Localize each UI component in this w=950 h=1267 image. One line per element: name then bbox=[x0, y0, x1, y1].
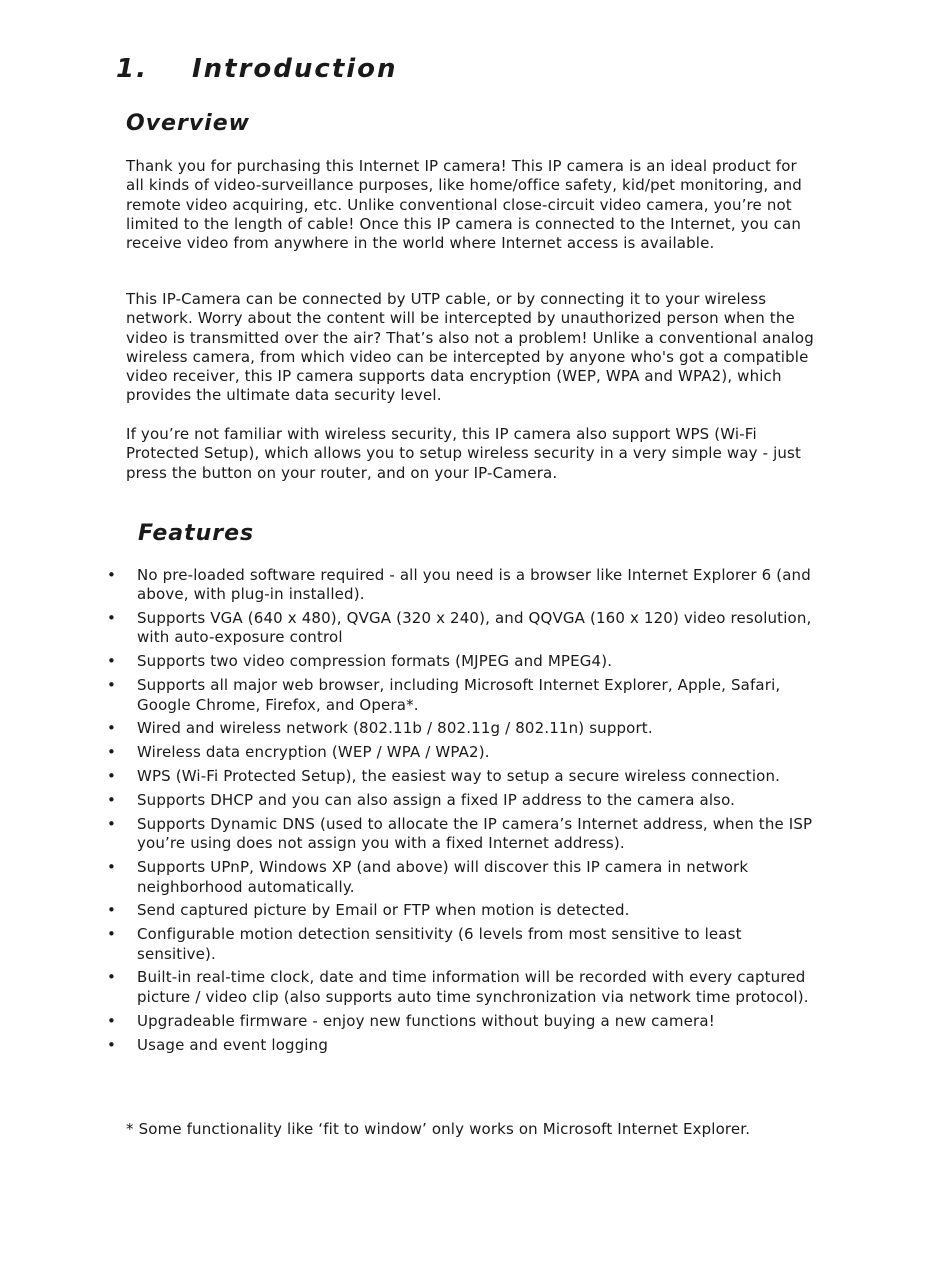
feature-text: No pre-loaded software required - all you need is a browser like Internet Explorer 6 (and above, with plug-in installed). bbox=[137, 566, 811, 604]
feature-text: Supports all major web browser, including Microsoft Internet Explorer, Apple, Safari, Google Chrome, Firefox, and Opera*. bbox=[137, 676, 781, 714]
chapter-number: 1. bbox=[116, 54, 148, 84]
feature-item bbox=[107, 815, 817, 854]
feature-text: Configurable motion detection sensitivity (6 levels from most sensitive to least sensitive). bbox=[137, 925, 742, 963]
feature-item bbox=[107, 901, 817, 920]
bullet-icon: • bbox=[107, 1035, 116, 1054]
feature-text: Wired and wireless network (802.11b / 802.11g / 802.11n) support. bbox=[137, 719, 653, 738]
feature-item bbox=[107, 1036, 817, 1055]
feature-item bbox=[107, 743, 817, 762]
feature-item bbox=[107, 719, 817, 738]
feature-text: Usage and event logging bbox=[137, 1035, 329, 1054]
feature-text: WPS (Wi-Fi Protected Setup), the easiest way to setup a secure wireless connection. bbox=[137, 767, 781, 786]
feature-item bbox=[107, 609, 817, 648]
feature-item bbox=[107, 968, 817, 1007]
feature-item bbox=[107, 566, 817, 605]
feature-item bbox=[107, 791, 817, 810]
bullet-icon: • bbox=[107, 743, 116, 762]
feature-text: Upgradeable firmware - enjoy new functions without buying a new camera! bbox=[137, 1011, 715, 1030]
feature-text: Wireless data encryption (WEP / WPA / WPA2). bbox=[137, 743, 490, 762]
bullet-icon: • bbox=[107, 858, 116, 877]
bullet-icon: • bbox=[107, 609, 116, 628]
feature-item bbox=[107, 767, 817, 786]
features-heading: Features bbox=[138, 521, 255, 546]
feature-text: Supports two video compression formats (MJPEG and MPEG4). bbox=[137, 652, 613, 671]
feature-text: Built-in real-time clock, date and time information will be recorded with every captured picture / video clip (also supports auto time synchronization via network time protocol). bbox=[137, 968, 809, 1006]
overview-paragraph-3: If you’re not familiar with wireless security, this IP camera also support WPS (Wi-Fi Protected Setup), which allows you to setup wireless security in a very simple way - just press the button on your router, and on your IP-Camera. bbox=[126, 425, 802, 482]
bullet-icon: • bbox=[107, 925, 116, 944]
bullet-icon: • bbox=[107, 815, 116, 834]
overview-heading: Overview bbox=[126, 111, 250, 136]
feature-item bbox=[107, 1012, 817, 1031]
feature-text: Supports Dynamic DNS (used to allocate the IP camera’s Internet address, when the ISP you’re using does not assign you with a fixed Internet address). bbox=[137, 815, 813, 853]
bullet-icon: • bbox=[107, 791, 116, 810]
chapter-title: Introduction bbox=[192, 54, 398, 84]
chapter-heading bbox=[116, 52, 398, 86]
features-list bbox=[107, 566, 817, 1059]
feature-item bbox=[107, 676, 817, 715]
bullet-icon: • bbox=[107, 1011, 116, 1030]
bullet-icon: • bbox=[107, 901, 116, 920]
overview-paragraph-2: This IP-Camera can be connected by UTP cable, or by connecting it to your wireless network. Worry about the content will be intercepted by unauthorized person when the video is transmitted over the air? That’s also not a problem! Unlike a conventional analog wireless camera, from which video can be intercepted by anyone who's got a compatible video receiver, this IP camera supports data encryption (WEP, WPA and WPA2), which provides the ultimate data security level. bbox=[126, 290, 814, 405]
feature-text: Supports VGA (640 x 480), QVGA (320 x 240), and QQVGA (160 x 120) video resolution, with auto-exposure control bbox=[137, 609, 812, 647]
bullet-icon: • bbox=[107, 767, 116, 786]
feature-text: Supports DHCP and you can also assign a fixed IP address to the camera also. bbox=[137, 791, 736, 810]
bullet-icon: • bbox=[107, 968, 116, 987]
bullet-icon: • bbox=[107, 566, 116, 584]
overview-paragraph-1: Thank you for purchasing this Internet IP camera! This IP camera is an ideal product for all kinds of video-surveillance purposes, like home/office safety, kid/pet monitoring, and remote video acquiring, etc. Unlike conventional close-circuit video camera, you’re not limited to the length of cable! Once this IP camera is connected to the Internet, you can receive video from anywhere in the world where Internet access is available. bbox=[126, 157, 802, 253]
feature-item bbox=[107, 925, 817, 964]
bullet-icon: • bbox=[107, 719, 116, 738]
feature-item bbox=[107, 858, 817, 897]
feature-text: Supports UPnP, Windows XP (and above) will discover this IP camera in network neighborhood automatically. bbox=[137, 858, 749, 896]
footnote: * Some functionality like ‘fit to window’ only works on Microsoft Internet Explorer. bbox=[126, 1120, 751, 1138]
feature-text: Send captured picture by Email or FTP when motion is detected. bbox=[137, 901, 630, 920]
feature-item bbox=[107, 652, 817, 671]
bullet-icon: • bbox=[107, 676, 116, 695]
bullet-icon: • bbox=[107, 652, 116, 671]
